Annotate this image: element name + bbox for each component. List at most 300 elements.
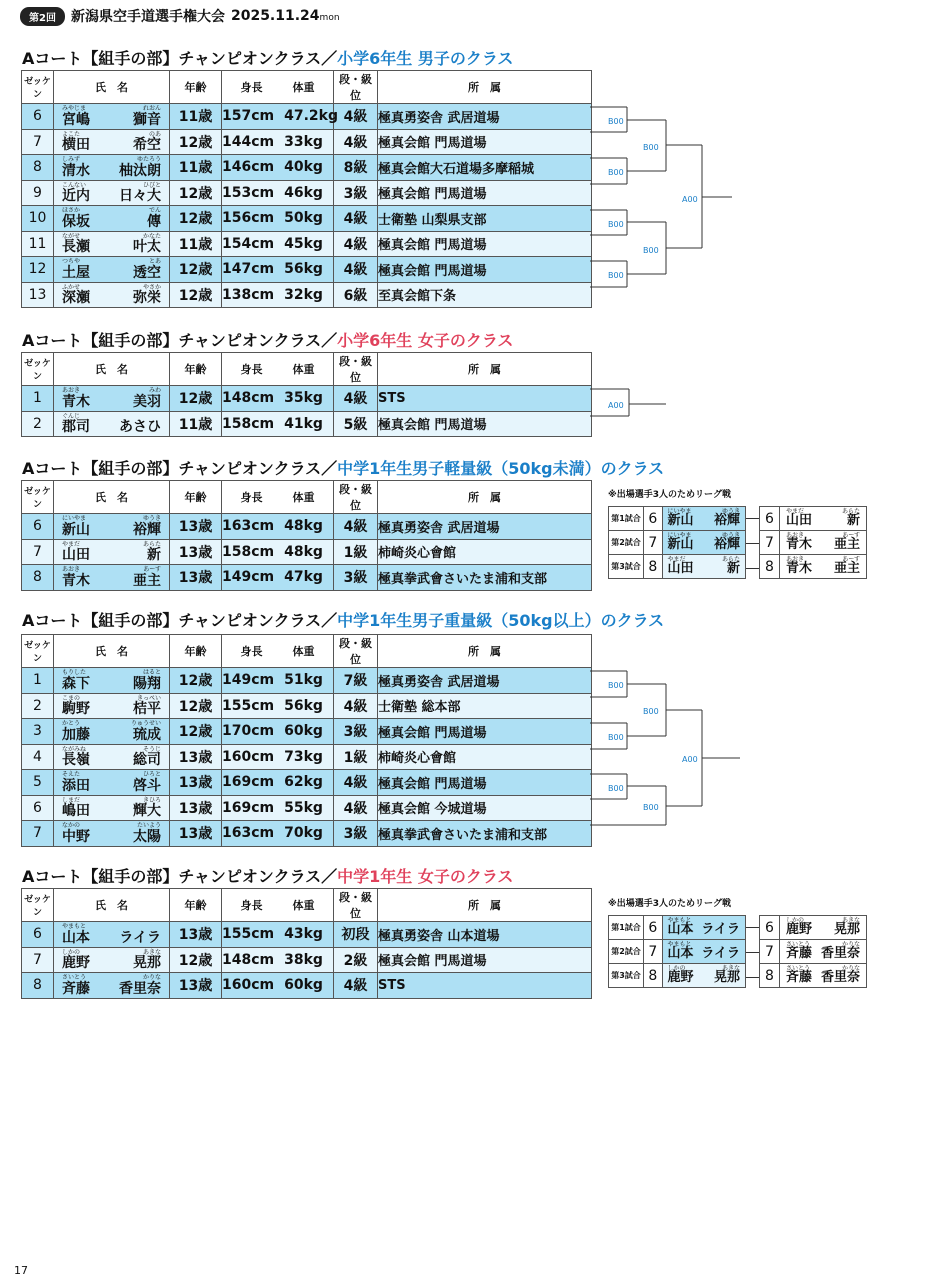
dojo: 極真勇姿舎 武居道場 bbox=[378, 104, 592, 130]
height: 155cm bbox=[222, 697, 275, 714]
weight: 41kg bbox=[284, 415, 323, 432]
name: 土屋 透空 bbox=[62, 264, 161, 281]
name: 鹿野 晃那 bbox=[62, 955, 161, 971]
name: 山本 ライラ bbox=[667, 946, 740, 961]
table-row bbox=[22, 795, 592, 821]
height-weight bbox=[222, 973, 334, 999]
age: 13歳 bbox=[170, 973, 222, 999]
header-row bbox=[22, 889, 592, 922]
ruby: こんない ひびと bbox=[62, 181, 161, 189]
match-connector bbox=[746, 927, 759, 928]
name: 斉藤 香里奈 bbox=[786, 970, 860, 985]
height-weight bbox=[222, 180, 334, 206]
height: 138cm bbox=[222, 286, 275, 303]
ruby: しかの あきな bbox=[62, 948, 161, 956]
ruby: よこた のあ bbox=[62, 130, 161, 138]
name: 山田 新 bbox=[667, 561, 740, 576]
weight: 60kg bbox=[284, 723, 323, 740]
rank: 3級 bbox=[334, 180, 378, 206]
tournament-day: mon bbox=[319, 13, 340, 23]
athlete-name bbox=[54, 973, 170, 999]
table-row bbox=[22, 180, 592, 206]
ruby: にいやま ゆうき bbox=[667, 532, 740, 539]
col-height-weight: 身長 体重 bbox=[222, 889, 334, 922]
name: 新山 裕輝 bbox=[62, 521, 161, 538]
height: 163cm bbox=[222, 825, 275, 842]
bracket-label: A00 bbox=[682, 195, 698, 204]
ruby: さいとう かりな bbox=[786, 941, 860, 948]
zekken-number: 12 bbox=[22, 257, 54, 283]
rank: 6級 bbox=[334, 282, 378, 308]
col-height-weight: 身長 体重 bbox=[222, 71, 334, 104]
match-row bbox=[609, 507, 746, 531]
col-zekken: ゼッケン bbox=[22, 481, 54, 514]
ruby: やまだ あらた bbox=[667, 556, 740, 563]
col-dojo: 所 属 bbox=[378, 353, 592, 386]
match-row bbox=[609, 555, 746, 579]
rank: 4級 bbox=[334, 973, 378, 999]
col-age: 年齢 bbox=[170, 889, 222, 922]
opponent-row bbox=[760, 555, 867, 579]
name: 近内 日々大 bbox=[62, 188, 161, 204]
col-dojo: 所 属 bbox=[378, 889, 592, 922]
name: 山田 新 bbox=[786, 513, 860, 528]
ruby: こまの きっぺい bbox=[62, 694, 161, 702]
match-player bbox=[662, 964, 745, 988]
col-zekken: ゼッケン bbox=[22, 635, 54, 668]
weight: 70kg bbox=[284, 825, 323, 842]
rank: 8級 bbox=[334, 155, 378, 181]
zekken-number: 2 bbox=[22, 411, 54, 437]
league-opponents bbox=[759, 506, 867, 579]
zekken-number: 1 bbox=[22, 668, 54, 694]
opponent-row bbox=[760, 964, 867, 988]
dojo: 極真会館 門馬道場 bbox=[378, 947, 592, 973]
league-matches bbox=[608, 506, 746, 579]
bracket-label: B00 bbox=[643, 143, 659, 152]
opponent-player bbox=[780, 555, 867, 579]
col-name: 氏 名 bbox=[54, 889, 170, 922]
athlete-name bbox=[54, 206, 170, 232]
match-row bbox=[609, 964, 746, 988]
athlete-name bbox=[54, 514, 170, 540]
name-block bbox=[62, 922, 161, 947]
table-row bbox=[22, 693, 592, 719]
roster-table-2 bbox=[21, 352, 592, 437]
table-row bbox=[22, 719, 592, 745]
name-block bbox=[62, 155, 161, 180]
ruby: そえた ひろと bbox=[62, 771, 161, 778]
table-row bbox=[22, 947, 592, 973]
zekken-number: 7 bbox=[22, 129, 54, 155]
ruby: ぐんじ bbox=[62, 412, 81, 420]
name: 保坂 傳 bbox=[62, 213, 161, 230]
col-height-weight: 身長 体重 bbox=[222, 353, 334, 386]
name-block bbox=[62, 668, 161, 693]
name-block bbox=[62, 719, 161, 744]
height-weight bbox=[222, 257, 334, 283]
name: 嶋田 輝大 bbox=[62, 803, 161, 819]
col-rank: 段・級位 bbox=[334, 481, 378, 514]
weight: 46kg bbox=[284, 184, 323, 201]
athlete-name bbox=[54, 744, 170, 770]
height: 170cm bbox=[222, 723, 275, 740]
age: 12歳 bbox=[170, 282, 222, 308]
zekken-number: 1 bbox=[22, 386, 54, 412]
name: 青木 亜主 bbox=[62, 572, 161, 589]
height: 149cm bbox=[222, 672, 275, 689]
rank: 3級 bbox=[334, 821, 378, 847]
weight: 56kg bbox=[284, 697, 323, 714]
height-weight bbox=[222, 104, 338, 130]
height: 144cm bbox=[222, 133, 275, 150]
athlete-name bbox=[54, 180, 170, 206]
name-block bbox=[62, 104, 161, 129]
ruby: やまだ あらた bbox=[786, 508, 860, 515]
dojo: 柿崎炎心會館 bbox=[378, 539, 592, 565]
roster-table-3 bbox=[21, 480, 592, 591]
page-number: 17 bbox=[14, 1264, 28, 1277]
age: 12歳 bbox=[170, 693, 222, 719]
tournament-title: 新潟県空手道選手権大会 bbox=[70, 9, 225, 25]
ruby: ながみね そうじ bbox=[62, 745, 161, 753]
name-block bbox=[62, 412, 161, 437]
athlete-name bbox=[54, 386, 170, 412]
name: 長嶺 総司 bbox=[62, 752, 161, 768]
match-player bbox=[662, 916, 745, 940]
dojo: 至真会館下条 bbox=[378, 282, 592, 308]
zekken-number: 6 bbox=[22, 795, 54, 821]
name: 清水 柚汰朗 bbox=[62, 162, 161, 179]
section-title-4: Aコート【組手の部】チャンピオンクラス／中学1年生男子重量級（50kg以上）のクラス bbox=[22, 611, 665, 630]
athlete-name bbox=[54, 922, 170, 948]
bracket-2 bbox=[590, 376, 690, 436]
name-block bbox=[62, 283, 161, 308]
name-block bbox=[62, 745, 161, 770]
opponent-player bbox=[780, 916, 867, 940]
zekken-number: 2 bbox=[22, 693, 54, 719]
col-name: 氏 名 bbox=[54, 635, 170, 668]
name: 郡司 あさひ bbox=[62, 419, 161, 435]
header-row bbox=[22, 353, 592, 386]
weight: 56kg bbox=[284, 261, 323, 278]
rank: 4級 bbox=[334, 693, 378, 719]
age: 13歳 bbox=[170, 744, 222, 770]
match-connector bbox=[746, 977, 759, 978]
rank: 1級 bbox=[334, 744, 378, 770]
weight: 51kg bbox=[284, 672, 323, 689]
match-number: 6 bbox=[644, 507, 663, 531]
bracket-1 bbox=[590, 95, 750, 305]
rank: 初段 bbox=[334, 922, 378, 948]
dojo: 極真会館 門馬道場 bbox=[378, 231, 592, 257]
name: 鹿野 晃那 bbox=[786, 922, 860, 937]
name: 斉藤 香里奈 bbox=[62, 980, 161, 997]
athlete-name bbox=[54, 947, 170, 973]
name: 青木 亜主 bbox=[786, 561, 860, 576]
match-number: 7 bbox=[644, 531, 663, 555]
name: 長瀬 叶太 bbox=[62, 239, 161, 255]
height-weight bbox=[222, 129, 334, 155]
col-rank: 段・級位 bbox=[334, 889, 378, 922]
age: 11歳 bbox=[170, 104, 222, 130]
rank: 5級 bbox=[334, 411, 378, 437]
col-zekken: ゼッケン bbox=[22, 71, 54, 104]
zekken-number: 6 bbox=[22, 922, 54, 948]
zekken-number: 5 bbox=[22, 770, 54, 796]
age: 12歳 bbox=[170, 129, 222, 155]
ruby: しみず ゆたろう bbox=[62, 156, 161, 163]
col-height-weight: 身長 体重 bbox=[222, 635, 334, 668]
match-row bbox=[609, 940, 746, 964]
name: 山本 ライラ bbox=[667, 922, 740, 937]
height-weight bbox=[222, 206, 334, 232]
weight: 48kg bbox=[284, 543, 323, 560]
bracket-label: B00 bbox=[608, 271, 624, 280]
height-weight bbox=[222, 411, 334, 437]
opponent-number: 8 bbox=[760, 964, 780, 988]
name: 中野 太陽 bbox=[62, 828, 161, 845]
height-weight bbox=[222, 231, 334, 257]
age: 13歳 bbox=[170, 514, 222, 540]
name: 宮嶋 獅音 bbox=[62, 111, 161, 128]
col-age: 年齢 bbox=[170, 481, 222, 514]
opponent-number: 6 bbox=[760, 507, 780, 531]
roster-table-5 bbox=[21, 888, 592, 999]
class-name: 中学1年生 女子のクラス bbox=[337, 867, 514, 886]
weight: 38kg bbox=[284, 951, 323, 968]
table-row bbox=[22, 922, 592, 948]
dojo: 士衛塾 山梨県支部 bbox=[378, 206, 592, 232]
height-weight bbox=[222, 744, 334, 770]
dojo: 極真勇姿舎 武居道場 bbox=[378, 668, 592, 694]
height: 148cm bbox=[222, 951, 275, 968]
match-label: 第3試合 bbox=[609, 555, 644, 579]
athlete-name bbox=[54, 539, 170, 565]
opponent-player bbox=[780, 531, 867, 555]
height: 147cm bbox=[222, 261, 275, 278]
height-weight bbox=[222, 386, 334, 412]
name: 青木 美羽 bbox=[62, 393, 161, 410]
age: 13歳 bbox=[170, 795, 222, 821]
height-weight bbox=[222, 693, 334, 719]
zekken-number: 11 bbox=[22, 231, 54, 257]
match-connector bbox=[746, 518, 759, 519]
weight: 47.2kg bbox=[284, 108, 338, 125]
ruby: あおき あーす bbox=[62, 566, 161, 573]
rank: 4級 bbox=[334, 206, 378, 232]
height-weight bbox=[222, 821, 334, 847]
weight: 50kg bbox=[284, 210, 323, 227]
col-age: 年齢 bbox=[170, 353, 222, 386]
athlete-name bbox=[54, 565, 170, 591]
zekken-number: 8 bbox=[22, 973, 54, 999]
ruby: しかの あきな bbox=[667, 965, 740, 972]
weight: 43kg bbox=[284, 926, 323, 943]
col-rank: 段・級位 bbox=[334, 71, 378, 104]
name: 青木 亜主 bbox=[786, 537, 860, 552]
name-block bbox=[62, 181, 161, 206]
height: 146cm bbox=[222, 159, 275, 176]
tournament-date: 2025.11.24mon bbox=[230, 8, 340, 24]
ruby: もりした はると bbox=[62, 669, 161, 676]
col-name: 氏 名 bbox=[54, 481, 170, 514]
ruby: しかの あきな bbox=[786, 917, 860, 924]
height: 148cm bbox=[222, 390, 275, 407]
dojo: 極真会館 門馬道場 bbox=[378, 257, 592, 283]
height: 149cm bbox=[222, 569, 275, 586]
dojo: 極真会館 門馬道場 bbox=[378, 129, 592, 155]
table-row bbox=[22, 231, 592, 257]
height-weight bbox=[222, 514, 334, 540]
name-block bbox=[62, 514, 161, 539]
match-number: 8 bbox=[644, 555, 663, 579]
age: 12歳 bbox=[170, 206, 222, 232]
ruby: しまだ きひろ bbox=[62, 796, 161, 804]
opponent-player bbox=[780, 940, 867, 964]
weight: 40kg bbox=[284, 159, 323, 176]
bracket-label: A00 bbox=[682, 755, 698, 764]
class-name: 中学1年生男子重量級（50kg以上）のクラス bbox=[337, 611, 665, 630]
bracket-label: B00 bbox=[608, 733, 624, 742]
height: 160cm bbox=[222, 748, 275, 765]
zekken-number: 6 bbox=[22, 514, 54, 540]
col-dojo: 所 属 bbox=[378, 635, 592, 668]
name: 山田 新 bbox=[62, 547, 161, 563]
col-rank: 段・級位 bbox=[334, 353, 378, 386]
col-rank: 段・級位 bbox=[334, 635, 378, 668]
dojo: 極真勇姿舎 武居道場 bbox=[378, 514, 592, 540]
match-player bbox=[662, 555, 745, 579]
weight: 60kg bbox=[284, 977, 323, 994]
name-block bbox=[62, 694, 161, 719]
match-player bbox=[662, 507, 745, 531]
opponent-number: 7 bbox=[760, 940, 780, 964]
height: 156cm bbox=[222, 210, 275, 227]
athlete-name bbox=[54, 155, 170, 181]
age: 13歳 bbox=[170, 770, 222, 796]
roster-table-1 bbox=[21, 70, 592, 308]
table-row bbox=[22, 565, 592, 591]
height-weight bbox=[222, 922, 334, 948]
dojo: 士衛塾 総本部 bbox=[378, 693, 592, 719]
rank: 4級 bbox=[334, 770, 378, 796]
name: 鹿野 晃那 bbox=[667, 970, 740, 985]
age: 12歳 bbox=[170, 180, 222, 206]
ruby: ふかせ やさか bbox=[62, 283, 161, 291]
height: 169cm bbox=[222, 774, 275, 791]
name: 森下 陽翔 bbox=[62, 675, 161, 692]
height: 153cm bbox=[222, 184, 275, 201]
age: 12歳 bbox=[170, 257, 222, 283]
zekken-number: 3 bbox=[22, 719, 54, 745]
zekken-number: 4 bbox=[22, 744, 54, 770]
age: 12歳 bbox=[170, 386, 222, 412]
match-label: 第2試合 bbox=[609, 531, 644, 555]
height-weight bbox=[222, 539, 334, 565]
section-title-5: Aコート【組手の部】チャンピオンクラス／中学1年生 女子のクラス bbox=[22, 867, 514, 886]
rank: 4級 bbox=[334, 386, 378, 412]
athlete-name bbox=[54, 104, 170, 130]
table-row bbox=[22, 411, 592, 437]
col-zekken: ゼッケン bbox=[22, 353, 54, 386]
match-connector bbox=[746, 543, 759, 544]
col-zekken: ゼッケン bbox=[22, 889, 54, 922]
height-weight bbox=[222, 795, 334, 821]
match-connector bbox=[746, 952, 759, 953]
height: 163cm bbox=[222, 518, 275, 535]
match-row bbox=[609, 916, 746, 940]
match-player bbox=[662, 940, 745, 964]
bracket-label: B00 bbox=[608, 117, 624, 126]
header-row bbox=[22, 635, 592, 668]
bracket-4 bbox=[590, 658, 750, 848]
rank: 4級 bbox=[334, 514, 378, 540]
athlete-name bbox=[54, 719, 170, 745]
dojo: 極真拳武會さいたま浦和支部 bbox=[378, 821, 592, 847]
table-row bbox=[22, 668, 592, 694]
height-weight bbox=[222, 719, 334, 745]
col-dojo: 所 属 bbox=[378, 71, 592, 104]
opponent-player bbox=[780, 507, 867, 531]
zekken-number: 7 bbox=[22, 821, 54, 847]
height-weight bbox=[222, 155, 334, 181]
athlete-name bbox=[54, 231, 170, 257]
name-block bbox=[62, 565, 161, 590]
page-header bbox=[20, 6, 340, 26]
ruby: かとう りゅうせい bbox=[62, 720, 161, 727]
name-block bbox=[62, 770, 161, 795]
class-name: 小学6年生 男子のクラス bbox=[337, 49, 514, 68]
zekken-number: 10 bbox=[22, 206, 54, 232]
ruby: やまだ あらた bbox=[62, 540, 161, 548]
zekken-number: 8 bbox=[22, 565, 54, 591]
name-block bbox=[62, 948, 161, 973]
ruby: つちや とあ bbox=[62, 258, 161, 265]
zekken-number: 6 bbox=[22, 104, 54, 130]
ruby: みやじま れおん bbox=[62, 105, 161, 112]
name: 加藤 琉成 bbox=[62, 726, 161, 743]
name: 添田 啓斗 bbox=[62, 777, 161, 794]
athlete-name bbox=[54, 257, 170, 283]
opponent-row bbox=[760, 507, 867, 531]
match-number: 7 bbox=[644, 940, 663, 964]
opponent-row bbox=[760, 940, 867, 964]
athlete-name bbox=[54, 770, 170, 796]
age: 13歳 bbox=[170, 922, 222, 948]
col-name: 氏 名 bbox=[54, 71, 170, 104]
match-number: 6 bbox=[644, 916, 663, 940]
league-note: ※出場選手3人のためリーグ戦 bbox=[608, 899, 732, 909]
class-name: 中学1年生男子軽量級（50kg未満）のクラス bbox=[337, 459, 665, 478]
name: 山本 ライラ bbox=[62, 929, 161, 946]
zekken-number: 13 bbox=[22, 282, 54, 308]
athlete-name bbox=[54, 668, 170, 694]
weight: 47kg bbox=[284, 569, 323, 586]
age: 13歳 bbox=[170, 821, 222, 847]
ruby: なかの たいよう bbox=[62, 822, 161, 829]
bracket-label: B00 bbox=[608, 681, 624, 690]
dojo: 柿崎炎心會館 bbox=[378, 744, 592, 770]
section-title-2: Aコート【組手の部】チャンピオンクラス／小学6年生 女子のクラス bbox=[22, 331, 514, 350]
rank: 7級 bbox=[334, 668, 378, 694]
dojo: 極真会館 今城道場 bbox=[378, 795, 592, 821]
athlete-name bbox=[54, 693, 170, 719]
name-block bbox=[62, 973, 161, 998]
rank: 4級 bbox=[334, 795, 378, 821]
dojo: 極真会館 門馬道場 bbox=[378, 180, 592, 206]
dojo: 極真会館 門馬道場 bbox=[378, 770, 592, 796]
